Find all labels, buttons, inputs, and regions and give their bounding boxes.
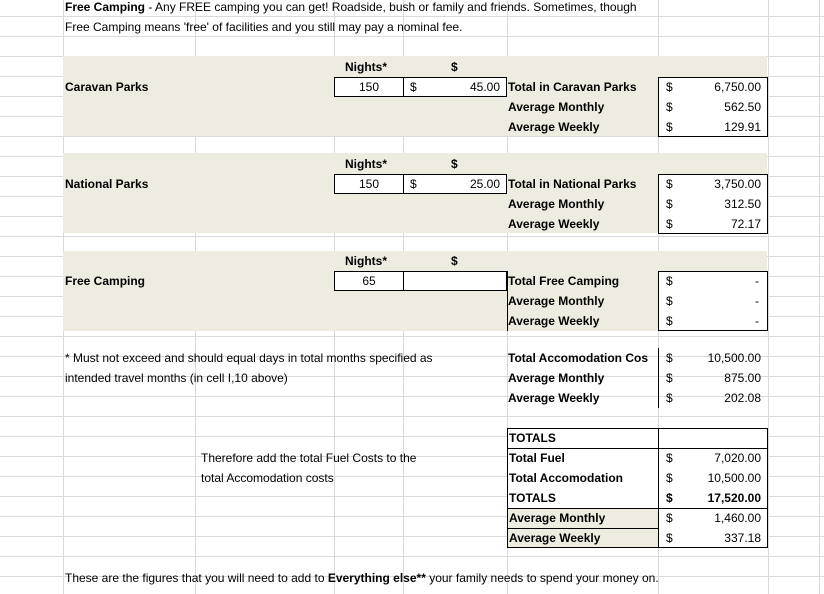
- national-label: National Parks: [65, 177, 149, 191]
- national-nights-input[interactable]: 150: [334, 174, 404, 194]
- national-total-currency: $: [666, 177, 673, 191]
- free-monthly-label: Average Monthly: [508, 294, 605, 308]
- totals-fuel-value[interactable]: 7,020.00: [714, 451, 761, 465]
- accom-divider: [658, 348, 659, 408]
- free-dollar-header: $: [451, 254, 458, 268]
- national-nights-header: Nights*: [345, 157, 387, 171]
- totals-monthly-label: Average Monthly: [509, 511, 606, 525]
- national-rate-currency: $: [410, 177, 417, 191]
- free-nights-input[interactable]: 65: [334, 271, 404, 291]
- caravan-weekly-label: Average Weekly: [508, 120, 600, 134]
- totals-column-divider: [658, 428, 659, 548]
- national-monthly-currency: $: [666, 197, 673, 211]
- totals-accom-value[interactable]: 10,500.00: [707, 471, 761, 485]
- nights-note-line-2: intended travel months (in cell I,10 above): [65, 371, 288, 385]
- caravan-nights-header: Nights*: [345, 60, 387, 74]
- national-dollar-header: $: [451, 157, 458, 171]
- accom-weekly-label: Average Weekly: [508, 391, 600, 405]
- caravan-dollar-header: $: [451, 60, 458, 74]
- totals-weekly-currency: $: [666, 531, 673, 545]
- national-weekly-currency: $: [666, 217, 673, 231]
- free-weekly-value[interactable]: -: [755, 314, 759, 328]
- intro-line-2: Free Camping means 'free' of facilities and you still may pay a nominal fee.: [65, 20, 463, 34]
- totals-fuel-currency: $: [666, 451, 673, 465]
- national-monthly-value[interactable]: 312.50: [724, 197, 761, 211]
- accom-total-currency: $: [666, 351, 673, 365]
- totals-fuel-label: Total Fuel: [509, 451, 565, 465]
- free-monthly-value[interactable]: -: [755, 294, 759, 308]
- totals-monthly-currency: $: [666, 511, 673, 525]
- national-rate-value: 25.00: [469, 177, 500, 191]
- intro-line-1: Free Camping - Any FREE camping you can get! Roadside, bush or family and friends. Sometimes, though: [65, 0, 637, 14]
- free-weekly-currency: $: [666, 314, 673, 328]
- caravan-total-value[interactable]: 6,750.00: [714, 80, 761, 94]
- national-rate-input[interactable]: [403, 174, 507, 194]
- caravan-rate-currency: $: [410, 80, 417, 94]
- totals-weekly-label: Average Weekly: [509, 531, 601, 545]
- caravan-total-label: Total in Caravan Parks: [508, 80, 637, 94]
- free-weekly-label: Average Weekly: [508, 314, 600, 328]
- totals-weekly-value[interactable]: 337.18: [724, 531, 761, 545]
- caravan-total-currency: $: [666, 80, 673, 94]
- accom-monthly-value[interactable]: 875.00: [724, 371, 761, 385]
- footer-note: These are the figures that you will need to add to Everything else** your family needs to spend your money on.: [65, 571, 659, 585]
- caravan-monthly-label: Average Monthly: [508, 100, 605, 114]
- totals-grand-value[interactable]: 17,520.00: [707, 491, 761, 505]
- free-values-box: [658, 271, 768, 331]
- totals-header: TOTALS: [509, 431, 556, 445]
- free-total-currency: $: [666, 274, 673, 288]
- nights-note-line-1: * Must not exceed and should equal days in total months specified as: [65, 351, 433, 365]
- caravan-rate-value: 45.00: [469, 80, 500, 94]
- totals-accom-currency: $: [666, 471, 673, 485]
- totals-grand-currency: $: [666, 491, 673, 505]
- accom-total-label: Total Accomodation Cos: [508, 351, 649, 365]
- free-divider: [507, 271, 508, 331]
- caravan-label: Caravan Parks: [65, 80, 149, 94]
- national-weekly-label: Average Weekly: [508, 217, 600, 231]
- totals-grand-label: TOTALS: [509, 491, 556, 505]
- therefore-line-1: Therefore add the total Fuel Costs to the: [201, 451, 417, 465]
- accom-weekly-currency: $: [666, 391, 673, 405]
- free-monthly-currency: $: [666, 294, 673, 308]
- therefore-line-2: total Accomodation costs: [201, 471, 334, 485]
- national-total-label: Total in National Parks: [508, 177, 637, 191]
- caravan-monthly-currency: $: [666, 100, 673, 114]
- caravan-weekly-currency: $: [666, 120, 673, 134]
- caravan-weekly-value[interactable]: 129.91: [724, 120, 761, 134]
- accom-weekly-value[interactable]: 202.08: [724, 391, 761, 405]
- national-weekly-value[interactable]: 72.17: [730, 217, 761, 231]
- accom-monthly-currency: $: [666, 371, 673, 385]
- national-monthly-label: Average Monthly: [508, 197, 605, 211]
- totals-accom-label: Total Accomodation: [509, 471, 623, 485]
- accom-total-value[interactable]: 10,500.00: [707, 351, 761, 365]
- free-rate-input[interactable]: [403, 271, 507, 291]
- totals-monthly-value[interactable]: 1,460.00: [714, 511, 761, 525]
- free-total-value[interactable]: -: [755, 274, 759, 288]
- caravan-rate-input[interactable]: [403, 77, 507, 97]
- accom-monthly-label: Average Monthly: [508, 371, 605, 385]
- free-nights-header: Nights*: [345, 254, 387, 268]
- national-total-value[interactable]: 3,750.00: [714, 177, 761, 191]
- free-total-label: Total Free Camping: [508, 274, 620, 288]
- caravan-nights-input[interactable]: 150: [334, 77, 404, 97]
- free-label: Free Camping: [65, 274, 146, 288]
- caravan-monthly-value[interactable]: 562.50: [724, 100, 761, 114]
